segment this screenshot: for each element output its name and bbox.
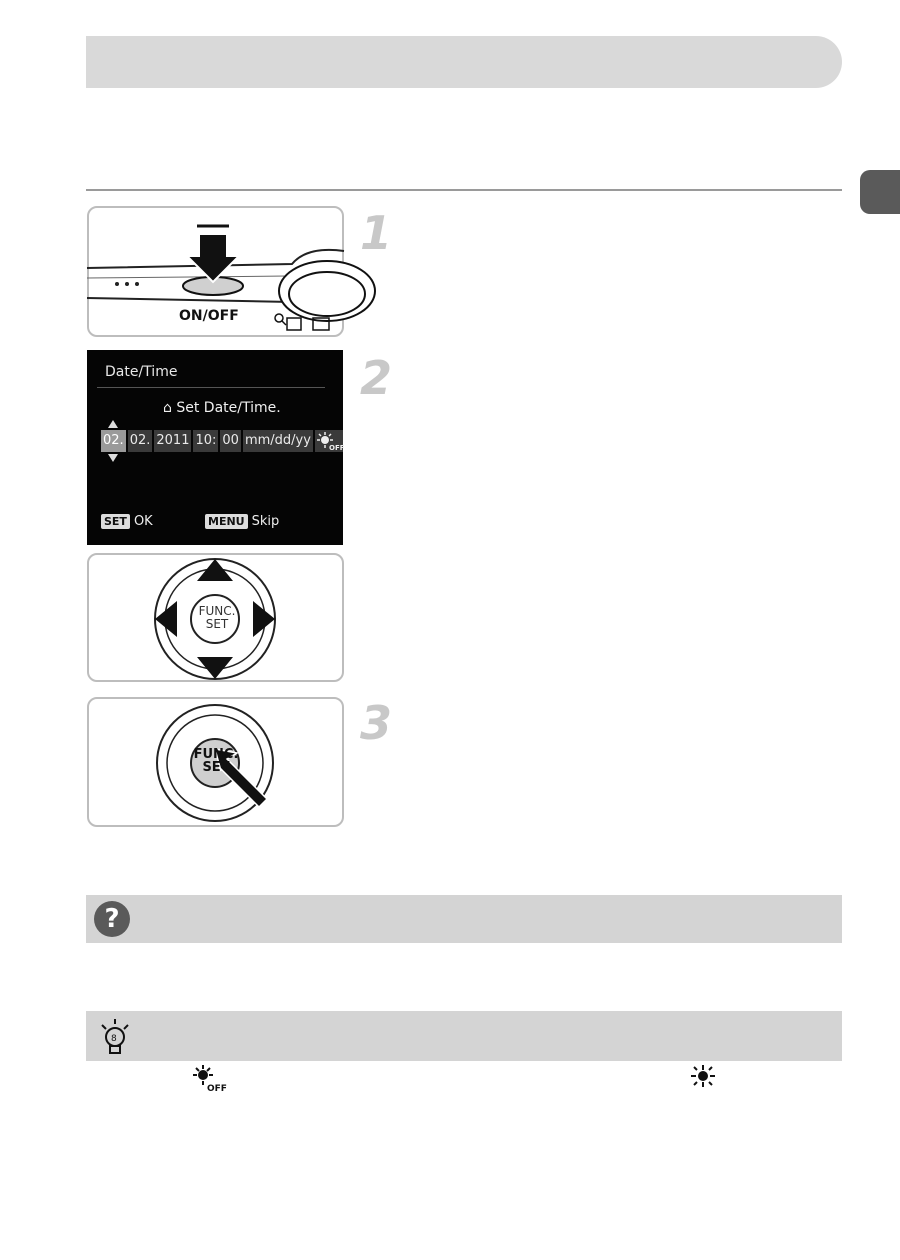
format-field[interactable]: mm/dd/yy	[243, 430, 313, 452]
home-icon: ⌂	[163, 400, 172, 416]
skip-hint	[205, 514, 279, 529]
ok-hint	[101, 514, 153, 529]
power-button-illustration	[87, 206, 344, 337]
month-field[interactable]: 02.	[101, 430, 126, 452]
up-arrow-icon	[108, 420, 118, 428]
down-arrow-icon	[108, 454, 118, 462]
hour-field[interactable]: 10:	[193, 430, 218, 452]
set-key-label: SET	[101, 514, 130, 529]
daylight-saving-off-icon	[193, 1064, 225, 1092]
step-number-1: 1	[360, 206, 393, 260]
svg-text:OFF: OFF	[207, 1084, 227, 1094]
screen-divider	[97, 387, 325, 388]
date-time-fields	[101, 430, 343, 452]
chapter-tab	[860, 170, 900, 214]
question-icon: ?	[94, 901, 130, 937]
on-off-label: ON/OFF	[179, 308, 239, 324]
faq-bar	[86, 895, 842, 943]
func-set-button[interactable]: FUNC. SET	[198, 604, 236, 631]
func-set-press-illustration	[87, 697, 344, 827]
ok-label: OK	[133, 514, 153, 529]
screen-title: Date/Time	[105, 364, 178, 380]
screen-message: ⌂ Set Date/Time.	[163, 400, 281, 416]
step-number-3: 3	[360, 696, 393, 750]
control-dial-arrows-illustration	[87, 553, 344, 682]
svg-text:8: 8	[111, 1034, 117, 1044]
daylight-saving-off-icon[interactable]	[315, 430, 343, 452]
tip-bar	[86, 1011, 842, 1061]
daylight-saving-on-icon	[690, 1064, 716, 1088]
skip-label: Skip	[251, 514, 280, 529]
camera-screen	[87, 350, 343, 545]
func-set-button[interactable]: FUNC. SET	[193, 747, 239, 775]
lightbulb-icon	[98, 1017, 132, 1057]
menu-key-label: MENU	[205, 514, 248, 529]
day-field[interactable]: 02.	[128, 430, 153, 452]
svg-text:OFF: OFF	[328, 444, 345, 452]
step-number-2: 2	[360, 351, 393, 405]
year-field[interactable]: 2011	[154, 430, 191, 452]
minute-field[interactable]: 00	[220, 430, 241, 452]
divider	[86, 189, 842, 191]
section-title-bar	[86, 36, 842, 88]
